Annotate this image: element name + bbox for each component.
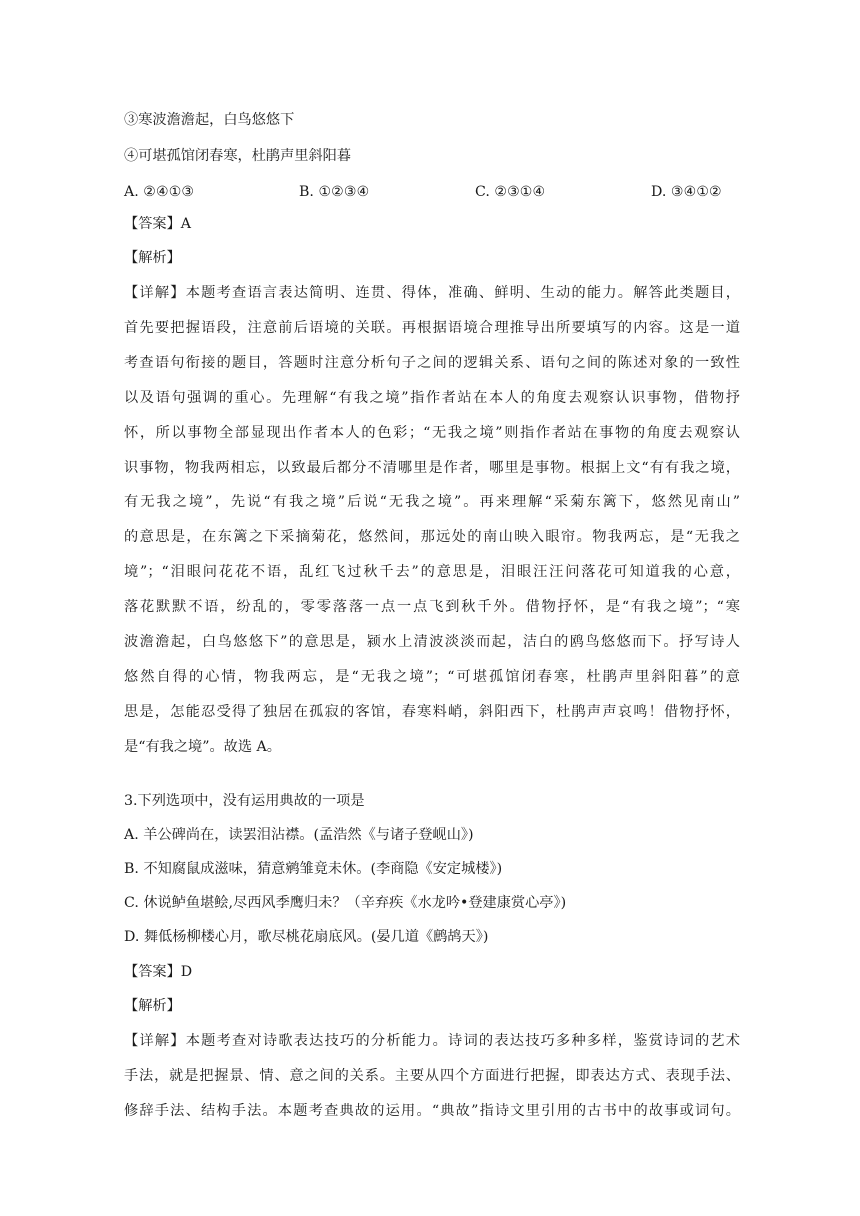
q3-detail-line: 修辞手法、结构手法。本题考查典故的运用。“典故”指诗文里引用的古书中的故事或词句。 — [124, 1103, 740, 1119]
q2-option-a: A. ②④①③ — [124, 184, 195, 200]
q2-answer: 【答案】A — [124, 216, 191, 232]
q3-option-d: D. 舞低杨柳楼心月，歌尽桃花扇底风。(晏几道《鹧鸪天》) — [124, 929, 489, 945]
q3-question: 3.下列选项中，没有运用典故的一项是 — [124, 793, 365, 809]
q2-detail-line: 怀，所以事物全部显现出作者本人的色彩；“无我之境”则指作者站在事物的角度去观察认 — [124, 425, 740, 441]
q2-detail-line: 境”；“泪眼问花花不语，乱红飞过秋千去”的意思是，泪眼汪汪问落花可知道我的心意， — [124, 564, 740, 580]
q2-option-c: C. ②③①④ — [475, 184, 546, 200]
q2-option-b: B. ①②③④ — [299, 184, 370, 200]
q3-detail-line: 手法，就是把握景、情、意之间的关系。主要从四个方面进行把握，即表达方式、表现手法、 — [124, 1068, 740, 1084]
q2-analysis-label: 【解析】 — [124, 250, 181, 266]
q2-detail-line: 思是，怎能忍受得了独居在孤寂的客馆，春寒料峭，斜阳西下，杜鹃声声哀鸣！借物抒怀， — [124, 704, 740, 720]
q2-detail-line: 波澹澹起，白鸟悠悠下”的意思是，颍水上清波淡淡而起，洁白的鸥鸟悠悠而下。抒写诗人 — [124, 634, 740, 650]
q2-detail-line: 以及语句强调的重心。先理解“有我之境”指作者站在本人的角度去观察认识事物，借物抒 — [124, 390, 740, 406]
q2-item-4: ④可堪孤馆闭春寒，杜鹃声里斜阳暮 — [124, 148, 352, 164]
q3-option-b: B. 不知腐鼠成滋味，猜意鹓雏竟未休。(李商隐《安定城楼》) — [124, 861, 503, 877]
q2-detail-line: 【详解】本题考查语言表达简明、连贯、得体，准确、鲜明、生动的能力。解答此类题目， — [124, 285, 740, 301]
q3-option-c: C. 休说鲈鱼堪鲙,尽西风季鹰归未？（辛弃疾《水龙吟•登建康赏心亭》) — [124, 895, 567, 911]
q3-option-a: A. 羊公碑尚在，读罢泪沾襟。(孟浩然《与诸子登岘山》) — [124, 827, 474, 843]
q2-detail-line: 识事物，物我两相忘，以致最后都分不清哪里是作者，哪里是事物。根据上文“有有我之境， — [124, 460, 740, 476]
q2-detail-line: 首先要把握语段，注意前后语境的关联。再根据语境合理推导出所要填写的内容。这是一道 — [124, 320, 740, 336]
q2-detail-line: 悠然自得的心情，物我两忘，是“无我之境”；“可堪孤馆闭春寒，杜鹃声里斜阳暮”的意 — [124, 669, 740, 685]
q3-detail-line: 【详解】本题考查对诗歌表达技巧的分析能力。诗词的表达技巧多种多样，鉴赏诗词的艺术 — [124, 1033, 740, 1049]
q2-item-3: ③寒波澹澹起，白鸟悠悠下 — [124, 112, 295, 128]
q3-answer: 【答案】D — [124, 964, 193, 980]
q2-detail-line: 考查语句衔接的题目，答题时注意分析句子之间的逻辑关系、语句之间的陈述对象的一致性 — [124, 355, 740, 371]
q2-detail-line: 是“有我之境”。故选 A。 — [124, 739, 281, 755]
q2-option-d: D. ③④①② — [651, 184, 722, 200]
q2-detail-line: 有无我之境”，先说“有我之境”后说“无我之境”。再来理解“采菊东篱下，悠然见南山” — [124, 494, 740, 510]
q2-detail-line: 的意思是，在东篱之下采摘菊花，悠然间，那远处的南山映入眼帘。物我两忘，是“无我之 — [124, 529, 740, 545]
q2-detail-line: 落花默默不语，纷乱的，零零落落一点一点飞到秋千外。借物抒怀，是“有我之境”；“寒 — [124, 599, 740, 615]
q3-analysis-label: 【解析】 — [124, 998, 181, 1014]
